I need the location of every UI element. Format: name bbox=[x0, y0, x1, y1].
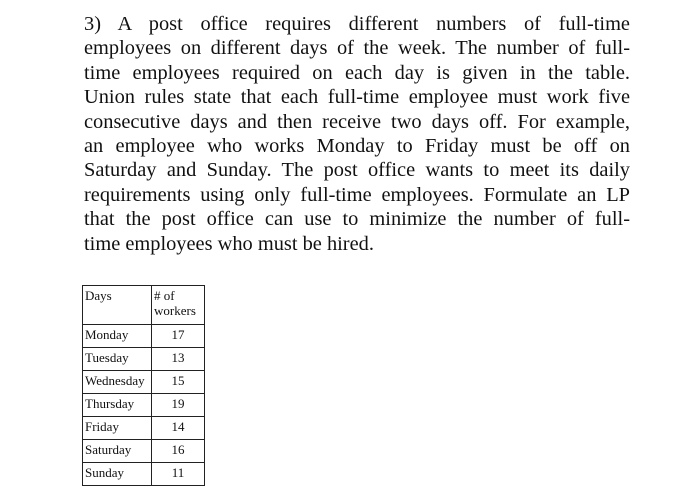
workers-cell: 17 bbox=[152, 325, 205, 348]
workers-cell: 19 bbox=[152, 394, 205, 417]
table-row bbox=[83, 325, 205, 348]
day-cell: Friday bbox=[83, 417, 152, 440]
day-cell: Thursday bbox=[83, 394, 152, 417]
day-cell: Wednesday bbox=[83, 371, 152, 394]
table-row bbox=[83, 463, 205, 486]
workers-cell: 11 bbox=[152, 463, 205, 486]
table-row bbox=[83, 394, 205, 417]
problem-line: employees on different days of the week. The number of full- bbox=[84, 37, 630, 60]
workers-header bbox=[152, 286, 205, 325]
workers-cell: 15 bbox=[152, 371, 205, 394]
problem-statement bbox=[84, 12, 630, 256]
workers-cell: 13 bbox=[152, 348, 205, 371]
problem-line: time employees who must be hired. bbox=[84, 232, 374, 255]
day-cell: Saturday bbox=[83, 440, 152, 463]
workers-cell: 14 bbox=[152, 417, 205, 440]
table-row bbox=[83, 348, 205, 371]
problem-line: that the post office can use to minimize the number of full- bbox=[84, 208, 630, 231]
table-row bbox=[83, 440, 205, 463]
days-header: Days bbox=[83, 286, 152, 325]
day-cell: Monday bbox=[83, 325, 152, 348]
day-cell: Sunday bbox=[83, 463, 152, 486]
problem-line: Saturday and Sunday. The post office wants to meet its daily bbox=[84, 159, 630, 182]
table-row bbox=[83, 371, 205, 394]
problem-line: Union rules state that each full-time employee must work five bbox=[84, 86, 630, 109]
workers-header-line1: # of bbox=[154, 288, 175, 303]
day-cell: Tuesday bbox=[83, 348, 152, 371]
workers-header-line2: workers bbox=[154, 303, 196, 318]
problem-line: requirements using only full-time employees. Formulate an LP bbox=[84, 183, 630, 206]
workers-cell: 16 bbox=[152, 440, 205, 463]
table-header-row bbox=[83, 286, 205, 325]
workers-table bbox=[82, 285, 205, 486]
problem-line: an employee who works Monday to Friday must be off on bbox=[84, 135, 630, 158]
table-row bbox=[83, 417, 205, 440]
problem-line: consecutive days and then receive two days off. For example, bbox=[84, 110, 630, 133]
problem-line: time employees required on each day is given in the table. bbox=[84, 61, 630, 84]
problem-line: 3) A post office requires different numbers of full-time bbox=[84, 13, 630, 35]
